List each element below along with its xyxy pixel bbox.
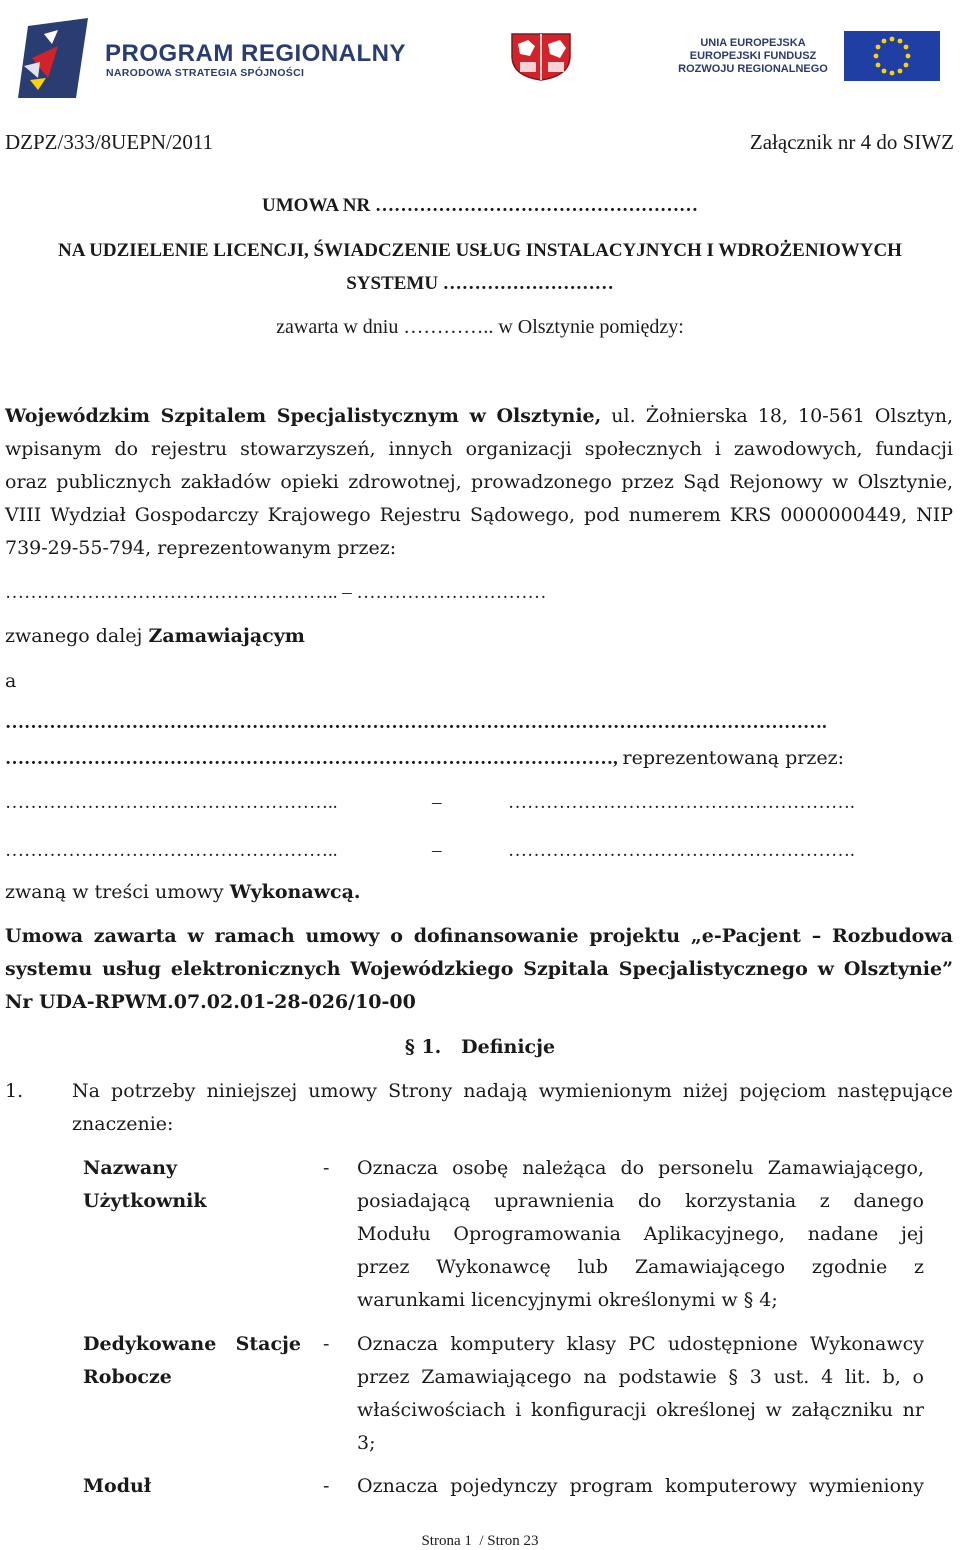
definition-dash: - <box>323 1475 330 1497</box>
contractor-rep-right1: ………………………………………………. <box>508 792 855 813</box>
contractor-rep-right2: ………………………………………………. <box>508 840 855 861</box>
called-contractor <box>5 881 361 903</box>
project-line2: systemu usług elektronicznych Wojewódzkiego Szpitala Specjalistycznego w Olsztynie” <box>5 958 953 980</box>
contractor-dots-line2 <box>5 747 844 770</box>
contractor-rep-left2: …………………………………………….. <box>5 840 338 861</box>
party1-address: ul. Żołnierska 18, 10-561 Olsztyn, <box>601 405 953 427</box>
eu-caption <box>668 37 838 76</box>
definition-term: Nazwany <box>83 1157 177 1179</box>
definition-dash: - <box>323 1157 330 1179</box>
definition-text: 3; <box>357 1432 376 1454</box>
definition-text: właściwościach i konfiguracji określonej w załączniku nr <box>357 1399 924 1421</box>
program-title: PROGRAM REGIONALNY <box>105 40 407 67</box>
definition-text: Modułu Oprogramowania Aplikacyjnego, nadane jej <box>357 1223 924 1245</box>
ordering-party-name: Zamawiającym <box>148 625 305 647</box>
coat-of-arms-icon <box>508 30 574 82</box>
called-contractor-prefix: zwaną w treści umowy <box>5 881 230 903</box>
definition-text: warunkami licencyjnymi określonymi w § 4; <box>357 1289 778 1311</box>
eu-caption-line1: UNIA EUROPEJSKA <box>700 37 806 49</box>
definition-term: Użytkownik <box>83 1190 207 1212</box>
definition-term: Dedykowane Stacje <box>83 1333 301 1355</box>
contractor-dots-line1: …………………………………………………………………………………………………………………. <box>5 712 827 733</box>
definition-term: Robocze <box>83 1366 172 1388</box>
called-ordering-party <box>5 625 305 647</box>
project-line1: Umowa zawarta w ramach umowy o dofinansowanie projektu „e-Pacjent – Rozbudowa <box>5 925 953 947</box>
eu-caption-line2: EUROPEJSKI FUNDUSZ <box>689 50 817 62</box>
party1-representatives: …………………………………………….. – ………………………… <box>5 582 547 603</box>
contractor-dots: ……………………………………………………………………………………, <box>5 748 623 769</box>
definition-text: Oznacza pojedynczy program komputerowy wymieniony <box>357 1475 924 1497</box>
definition-text: przez Zamawiającego na podstawie § 3 ust. 4 lit. b, o <box>357 1366 924 1388</box>
eu-caption-line3: ROZWOJU REGIONALNEGO <box>678 63 828 75</box>
section-heading: § 1. Definicje <box>404 1036 556 1058</box>
party1-name: Wojewódzkim Szpitalem Specjalistycznym w Olsztynie, <box>5 405 602 427</box>
definition-text: Oznacza osobę należąca do personelu Zamawiającego, <box>357 1157 924 1179</box>
party1-line2: wpisanym do rejestru stowarzyszeń, innych organizacji społecznych i zawodowych, fundacji <box>5 438 953 460</box>
definition-dash: - <box>323 1333 330 1355</box>
party1-line4: VIII Wydział Gospodarczy Krajowego Rejestru Sądowego, pod numerem KRS 0000000449, NIP <box>5 504 953 526</box>
program-regionalny-icon <box>18 18 108 100</box>
party1-line5: 739-29-55-794, reprezentowanym przez: <box>5 537 397 559</box>
reference-number: DZPZ/333/8UEPN/2011 <box>5 130 214 154</box>
contractor-rep-dash1: – <box>432 792 442 813</box>
definition-term: Moduł <box>83 1475 152 1497</box>
item1-line2: znaczenie: <box>72 1113 174 1135</box>
contractor-rep-left1: …………………………………………….. <box>5 792 338 813</box>
program-subtitle: NARODOWA STRATEGIA SPÓJNOŚCI <box>106 67 305 79</box>
contractor-name: Wykonawcą. <box>229 881 361 903</box>
party1-line1 <box>5 405 953 427</box>
concluded-line: zawarta w dniu ………….. w Olsztynie pomiędzy: <box>276 316 684 338</box>
definition-text: Oznacza komputery klasy PC udostępnione Wykonawcy <box>357 1333 924 1355</box>
item1-number: 1. <box>5 1080 24 1102</box>
contract-subject-line1: NA UDZIELENIE LICENCJI, ŚWIADCZENIE USŁUG INSTALACYJNYCH I WDROŻENIOWYCH <box>58 240 902 261</box>
item1-line1: Na potrzeby niniejszej umowy Strony nadają wymienionym niżej pojęciom następujące <box>72 1080 953 1102</box>
contractor-rep-dash2: – <box>432 840 442 861</box>
definition-text: przez Wykonawcę lub Zamawiającego zgodnie z <box>357 1256 924 1278</box>
called-prefix: zwanego dalej <box>5 625 149 647</box>
definition-text: posiadającą uprawnienia do korzystania z danego <box>357 1190 924 1212</box>
project-line3: Nr UDA-RPWM.07.02.01-28-026/10-00 <box>5 991 416 1013</box>
eu-flag-icon <box>844 31 940 81</box>
contract-title: UMOWA NR …………………………………………… <box>262 195 698 216</box>
party1-line3: oraz publicznych zakładów opieki zdrowotnej, prowadzonego przez Sąd Rejonowy w Olsztynie, <box>5 471 953 493</box>
contract-subject-line2: SYSTEMU ……………………… <box>346 273 614 294</box>
attachment-label: Załącznik nr 4 do SIWZ <box>749 130 954 154</box>
page-footer: Strona 1 / Stron 23 <box>421 1533 539 1549</box>
conjunction: a <box>5 670 17 692</box>
represented-by: reprezentowaną przez: <box>622 747 844 769</box>
